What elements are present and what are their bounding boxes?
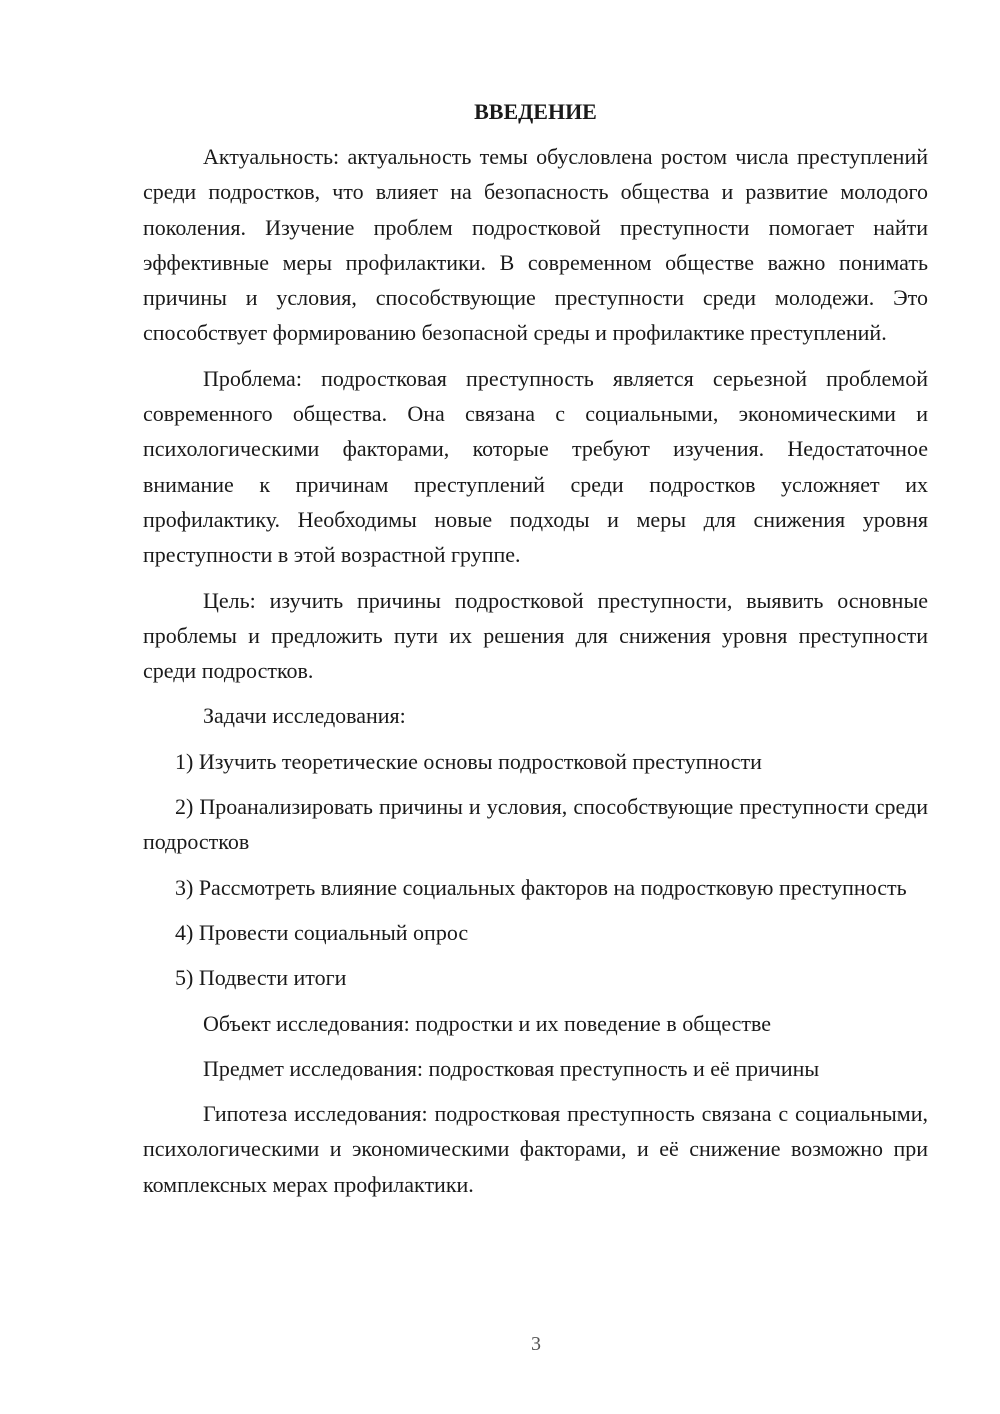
task-item: 1) Изучить теоретические основы подростковой преступности (175, 748, 762, 774)
research-subject: Предмет исследования: подростковая преступность и её причины (203, 1055, 820, 1081)
task-item: 4) Провести социальный опрос (175, 919, 469, 945)
tasks-heading: Задачи исследования: (203, 703, 406, 729)
page-number: 3 (531, 1333, 541, 1355)
task-item: 2) Проанализировать причины и условия, способствующие преступности среди подростков (143, 794, 928, 855)
task-item: 5) Подвести итоги (175, 965, 347, 991)
task-item: 3) Рассмотреть влияние социальных факторов на подростковую преступность (175, 874, 907, 900)
goal-paragraph: Цель: изучить причины подростковой преступности, выявить основные проблемы и предложить пути их решения для снижения уровня преступности среди подростков. (143, 587, 928, 684)
research-object: Объект исследования: подростки и их поведение в обществе (203, 1010, 772, 1036)
section-title: ВВЕДЕНИЕ (474, 99, 597, 124)
document-page (143, 94, 928, 1212)
problem-paragraph: Проблема: подростковая преступность является серьезной проблемой современного общества. Она связана с социальными, экономическими и психологическими факторами, которые требуют изучения. Недостаточное внимание к причинам преступлений среди подростков усложняет их профилактику. Необходимы новые подходы и меры для снижения уровня преступности в этой возрастной группе. (143, 365, 928, 568)
relevance-paragraph: Актуальность: актуальность темы обусловлена ростом числа преступлений среди подростков, что влияет на безопасность общества и развитие молодого поколения. Изучение проблем подростковой преступности помогает найти эффективные меры профилактики. В современном обществе важно понимать причины и условия, способствующие преступности среди молодежи. Это способствует формированию безопасной среды и профилактике преступлений. (143, 144, 928, 346)
hypothesis-paragraph: Гипотеза исследования: подростковая преступность связана с социальными, психологическими и экономическими факторами, и её снижение возможно при комплексных мерах профилактики. (143, 1101, 928, 1197)
